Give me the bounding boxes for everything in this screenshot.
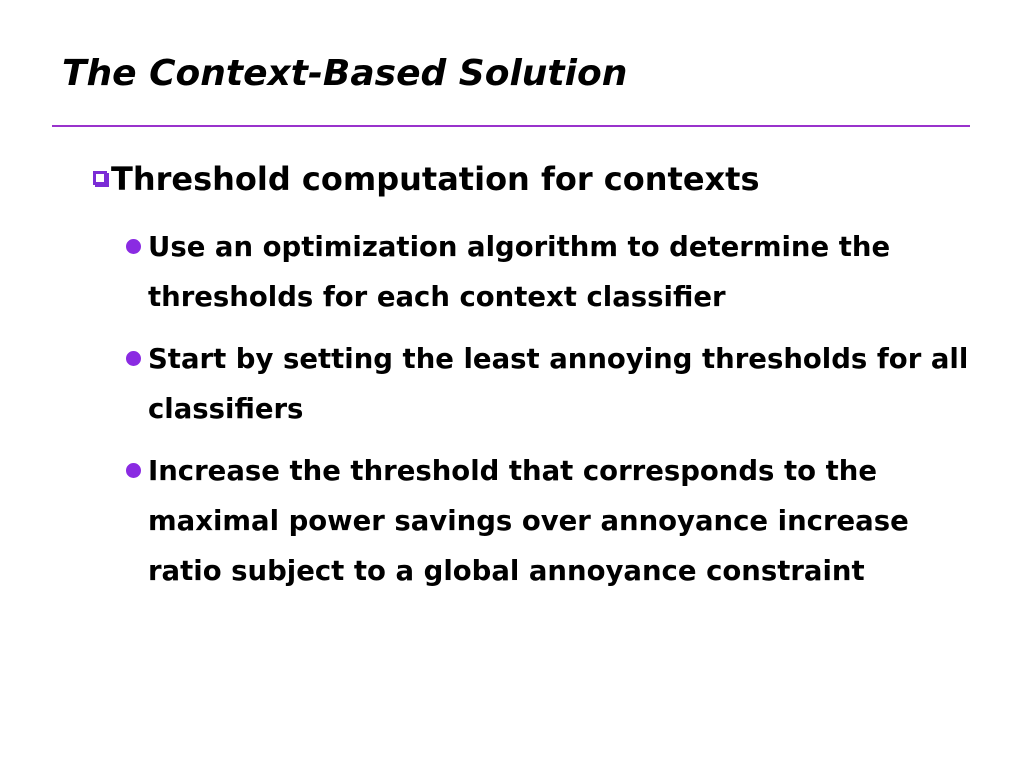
hollow-square-icon <box>93 171 107 185</box>
bullet-text: Increase the threshold that corresponds to the maximal power savings over annoyance increase ratio subject to a global annoyance constraint <box>148 455 909 587</box>
filled-circle-icon <box>126 351 141 366</box>
level1-bullet <box>93 156 760 202</box>
title-divider <box>52 125 970 127</box>
bullet-list <box>126 222 976 608</box>
bullet-text: Use an optimization algorithm to determine the thresholds for each context classifier <box>148 231 891 313</box>
bullet-item <box>126 222 976 322</box>
level1-bullet-text: Threshold computation for contexts <box>111 160 760 198</box>
bullet-text: Start by setting the least annoying thresholds for all classifiers <box>148 343 969 425</box>
bullet-item <box>126 334 976 434</box>
bullet-item <box>126 446 976 596</box>
filled-circle-icon <box>126 239 141 254</box>
filled-circle-icon <box>126 463 141 478</box>
slide-title: The Context-Based Solution <box>62 53 628 94</box>
